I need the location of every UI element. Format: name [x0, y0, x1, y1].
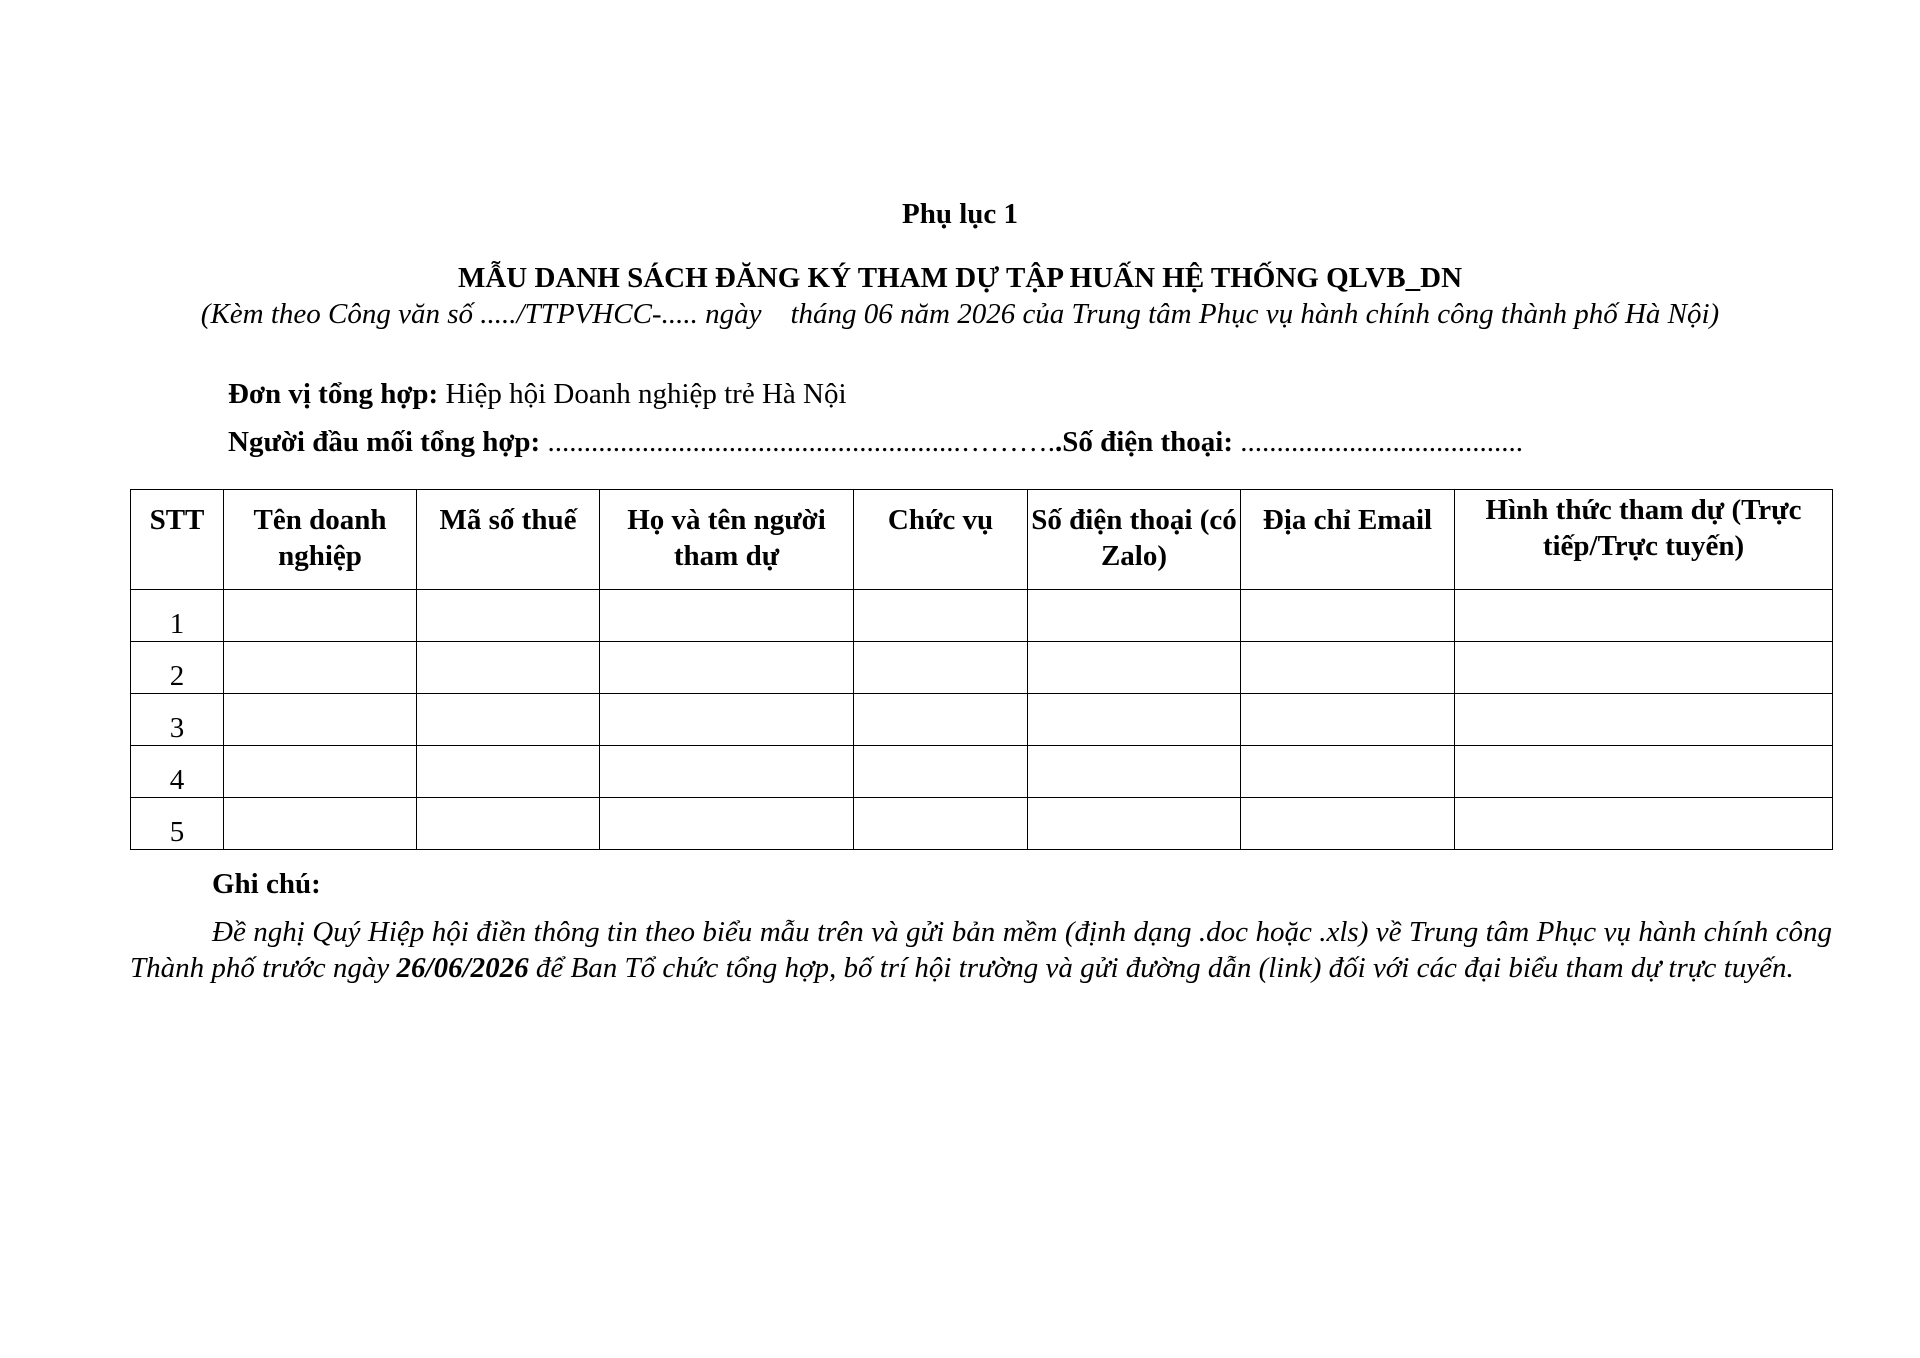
row-number: 4	[131, 746, 224, 798]
attendee-name-cell[interactable]	[600, 746, 854, 798]
tax-code-cell[interactable]	[417, 746, 600, 798]
phone-cell[interactable]	[1028, 642, 1241, 694]
header-attendance-mode: Hình thức tham dự (Trực tiếp/Trực tuyến)	[1455, 490, 1833, 590]
header-phone: Số điện thoại (có Zalo)	[1028, 490, 1241, 590]
note-text-after: để Ban Tổ chức tổng hợp, bố trí hội trường và gửi đường dẫn (link) đối với các đại biểu tham dự trực tuyến.	[528, 952, 1794, 984]
contact-dots: .........................................................……….	[540, 426, 1055, 458]
tax-code-cell[interactable]	[417, 798, 600, 850]
email-cell[interactable]	[1241, 694, 1455, 746]
attendance-mode-cell[interactable]	[1455, 590, 1833, 642]
note-title: Ghi chú:	[212, 868, 321, 900]
unit-value: Hiệp hội Doanh nghiệp trẻ Hà Nội	[438, 378, 847, 410]
phone-cell[interactable]	[1028, 798, 1241, 850]
header-attendee-name: Họ và tên người tham dự	[600, 490, 854, 590]
header-email: Địa chỉ Email	[1241, 490, 1455, 590]
company-name-cell[interactable]	[224, 798, 417, 850]
header-tax-code: Mã số thuế	[417, 490, 600, 590]
table-row	[131, 590, 1833, 642]
contact-label: Người đầu mối tổng hợp:	[228, 426, 541, 458]
company-name-cell[interactable]	[224, 746, 417, 798]
document-subtitle: (Kèm theo Công văn số ...../TTPVHCC-..... ngày tháng 06 năm 2026 của Trung tâm Phục vụ hành chính công thành phố Hà Nội)	[200, 298, 1720, 330]
header-company-name: Tên doanh nghiệp	[224, 490, 417, 590]
company-name-cell[interactable]	[224, 694, 417, 746]
phone-cell[interactable]	[1028, 694, 1241, 746]
email-cell[interactable]	[1241, 746, 1455, 798]
row-number: 1	[131, 590, 224, 642]
table-row	[131, 642, 1833, 694]
position-cell[interactable]	[854, 798, 1028, 850]
position-cell[interactable]	[854, 746, 1028, 798]
company-name-cell[interactable]	[224, 590, 417, 642]
attendance-mode-cell[interactable]	[1455, 746, 1833, 798]
phone-cell[interactable]	[1028, 590, 1241, 642]
unit-label: Đơn vị tổng hợp:	[228, 378, 439, 410]
document-title: MẪU DANH SÁCH ĐĂNG KÝ THAM DỰ TẬP HUẤN HỆ THỐNG QLVB_DN	[457, 262, 1463, 294]
attendance-mode-cell[interactable]	[1455, 694, 1833, 746]
note-text-before: Đề nghị Quý Hiệp hội điền thông tin theo biểu mẫu trên và gửi bản mềm (định dạng .doc hoặc .xls) về Trung tâm Phục vụ hành chính công Thành phố trước ngày	[130, 916, 1832, 984]
table-header-row	[131, 490, 1833, 590]
note-deadline: 26/06/2026	[396, 952, 529, 984]
appendix-title: Phụ lục 1	[901, 198, 1019, 230]
position-cell[interactable]	[854, 590, 1028, 642]
tax-code-cell[interactable]	[417, 642, 600, 694]
unit-line	[228, 376, 847, 412]
phone-dots: .......................................	[1233, 426, 1524, 458]
tax-code-cell[interactable]	[417, 694, 600, 746]
table-row	[131, 746, 1833, 798]
row-number: 3	[131, 694, 224, 746]
header-position: Chức vụ	[854, 490, 1028, 590]
header-stt: STT	[131, 490, 224, 590]
attendance-mode-cell[interactable]	[1455, 642, 1833, 694]
position-cell[interactable]	[854, 642, 1028, 694]
table-row	[131, 798, 1833, 850]
phone-cell[interactable]	[1028, 746, 1241, 798]
email-cell[interactable]	[1241, 642, 1455, 694]
tax-code-cell[interactable]	[417, 590, 600, 642]
contact-line	[228, 424, 1523, 460]
attendee-name-cell[interactable]	[600, 642, 854, 694]
row-number: 5	[131, 798, 224, 850]
table-row	[131, 694, 1833, 746]
attendee-name-cell[interactable]	[600, 590, 854, 642]
company-name-cell[interactable]	[224, 642, 417, 694]
row-number: 2	[131, 642, 224, 694]
email-cell[interactable]	[1241, 590, 1455, 642]
phone-label: .Số điện thoại:	[1054, 426, 1234, 458]
position-cell[interactable]	[854, 694, 1028, 746]
email-cell[interactable]	[1241, 798, 1455, 850]
registration-table	[130, 489, 1833, 850]
attendance-mode-cell[interactable]	[1455, 798, 1833, 850]
note-text	[130, 914, 1832, 986]
attendee-name-cell[interactable]	[600, 798, 854, 850]
attendee-name-cell[interactable]	[600, 694, 854, 746]
